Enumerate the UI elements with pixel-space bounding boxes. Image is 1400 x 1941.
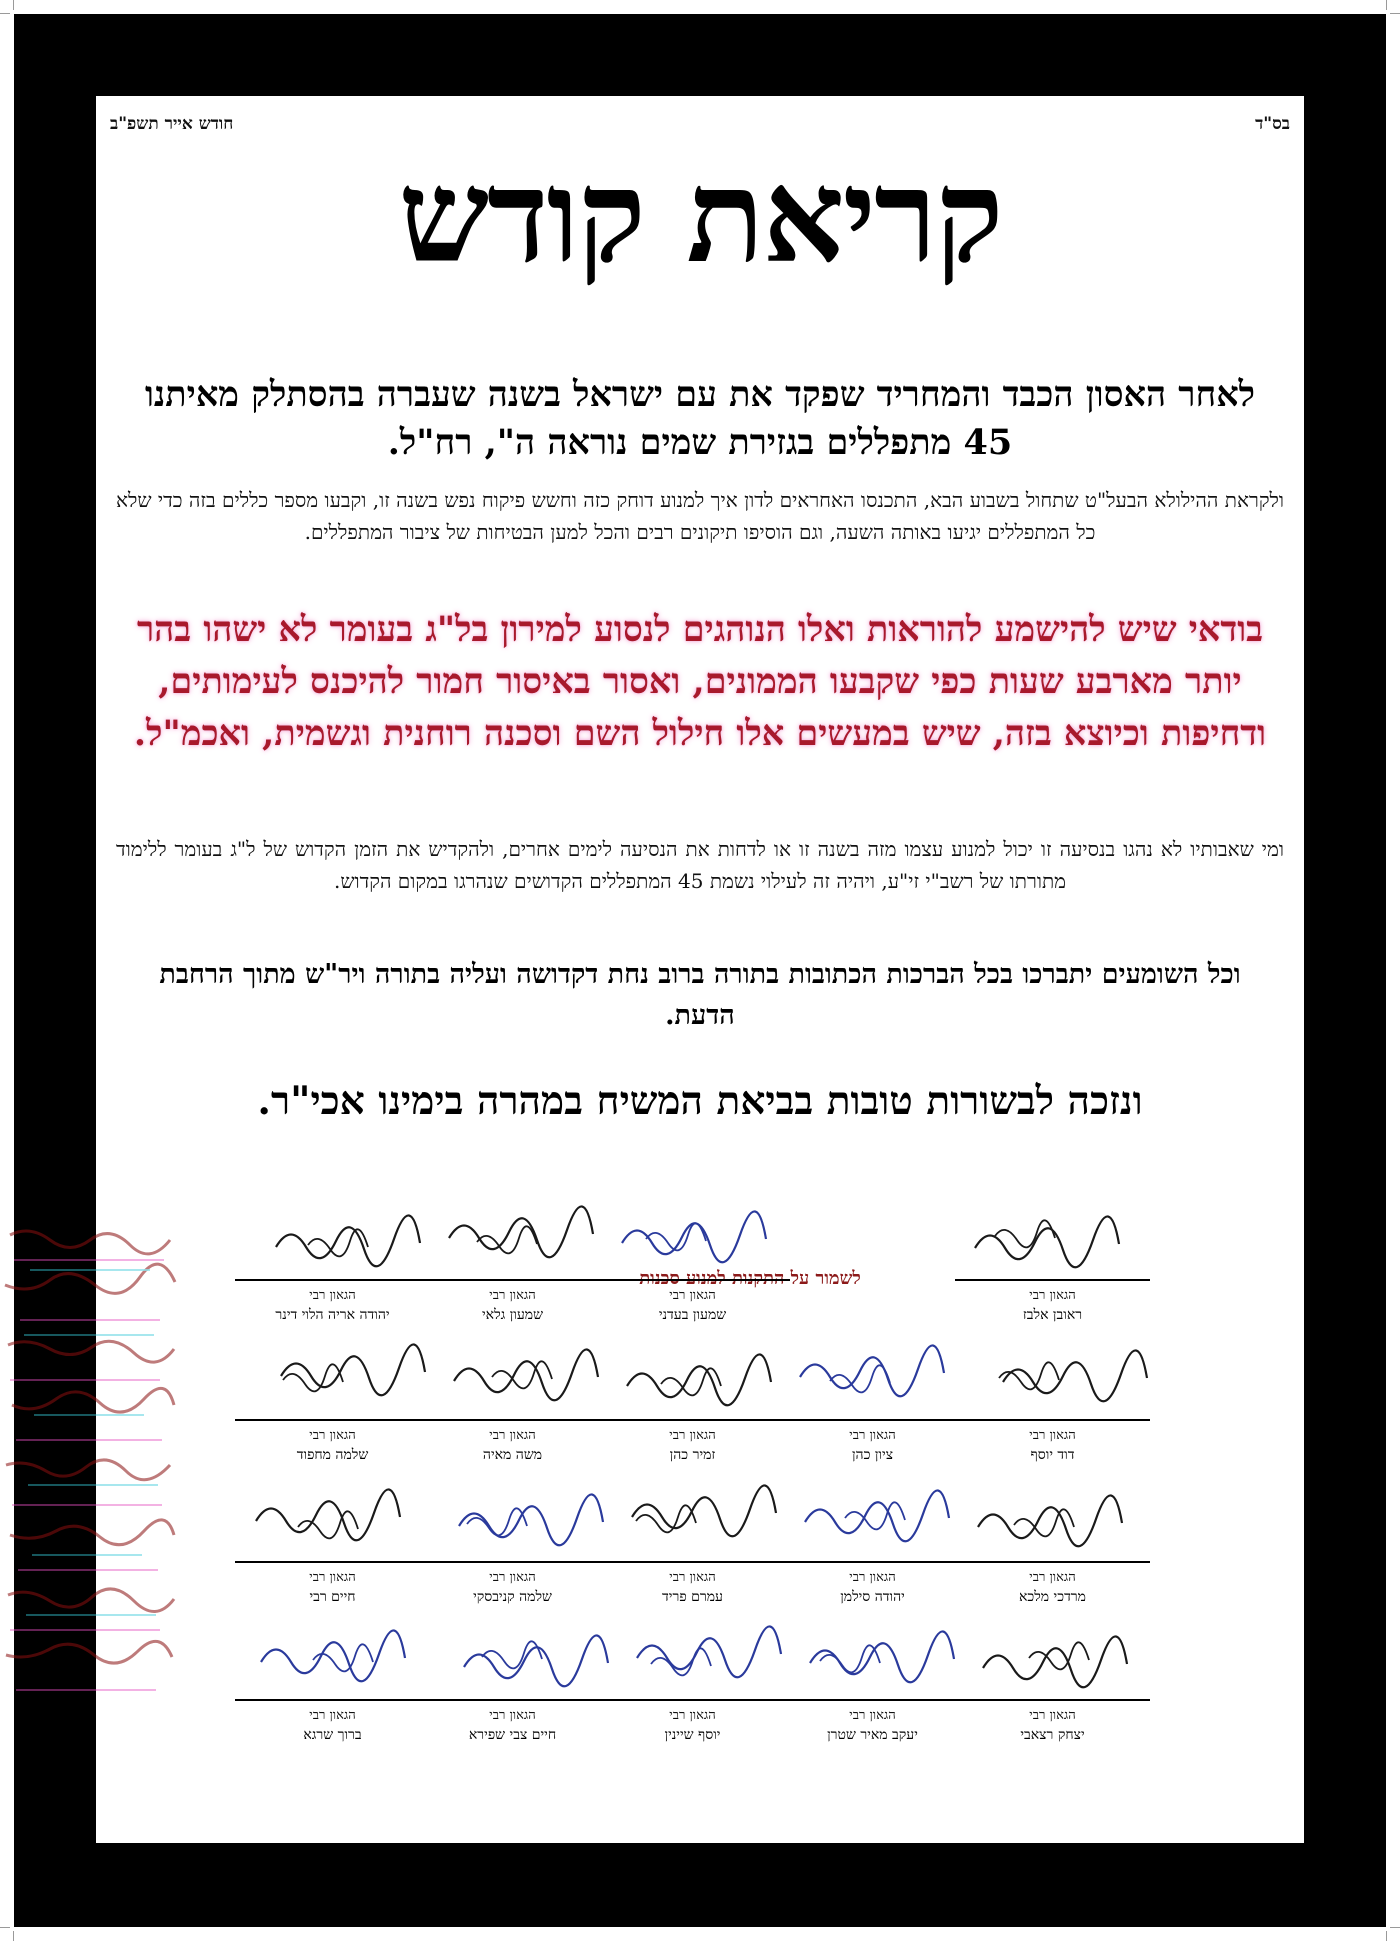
rabbi-title: הגאון רבי <box>489 1428 536 1443</box>
rabbi-name: יעקב מאיר שטרן <box>827 1727 918 1743</box>
rabbi-name: חיים צבי שפירא <box>468 1727 557 1743</box>
handwritten-signature <box>415 1340 610 1416</box>
rabbi-name: יצחק רצאבי <box>1020 1727 1085 1743</box>
crop-mark <box>1386 0 1387 10</box>
signature-line <box>955 1419 1150 1421</box>
crop-mark <box>1390 1927 1400 1928</box>
signature-line <box>955 1699 1150 1701</box>
crop-mark <box>0 1927 10 1928</box>
handwritten-signature <box>595 1200 790 1276</box>
signature-line <box>775 1699 970 1701</box>
rabbi-name: ראובן אלבז <box>1022 1307 1083 1323</box>
signature-line <box>775 1561 970 1563</box>
rabbi-name: שמעון בעדני <box>658 1307 727 1323</box>
lead-paragraph: לאחר האסון הכבד והמחריד שפקד את עם ישראל בשנה שעברה בהסתלק מאיתנו 45 מתפללים בגזירת שמים נוראה ה", רח"ל. <box>144 374 1256 463</box>
signature-block <box>775 1482 970 1605</box>
signature-note: לשמור על התקנות למנוע סכנות <box>639 1268 861 1289</box>
rabbi-title: הגאון רבי <box>669 1288 716 1303</box>
rabbi-name: יהודה סילמן <box>840 1589 905 1605</box>
signature-block <box>235 1620 430 1743</box>
signature-block <box>775 1620 970 1743</box>
signature-line <box>415 1419 610 1421</box>
rabbi-title: הגאון רבי <box>489 1708 536 1723</box>
signature-line <box>235 1699 430 1701</box>
handwritten-signature <box>235 1482 430 1558</box>
handwritten-signature <box>415 1482 610 1558</box>
handwritten-signature <box>415 1200 610 1276</box>
rabbi-title: הגאון רבי <box>849 1570 896 1585</box>
body-paragraph-2: ומי שאבותיו לא נהגו בנסיעה זו יכול למנוע עצמו מזה בשנה זו או לדחות את הנסיעה לימים אחרים, ולהקדיש את הזמן הקדוש של ל"ג בעומר ללימוד מתורתו של רשב"י זי"ע, ויהיה זה לעילוי נשמת 45 המתפללים הקדושים שנהרגו במקום הקדוש. <box>116 837 1284 893</box>
signature-block <box>955 1340 1150 1463</box>
rabbi-title: הגאון רבי <box>1029 1428 1076 1443</box>
signature-block <box>955 1200 1150 1323</box>
rabbi-name: מרדכי מלכא <box>1019 1589 1086 1605</box>
bsd-header: בס"ד <box>1255 114 1290 134</box>
rabbi-name: דוד יוסף <box>1030 1447 1075 1463</box>
rabbi-name: חיים רבי <box>309 1589 356 1605</box>
closing-paragraph: ונזכה לבשורות טובות בביאת המשיח במהרה בימינו אכי"ר. <box>257 1078 1143 1124</box>
signature-block <box>595 1620 790 1743</box>
rabbi-title: הגאון רבי <box>1029 1708 1076 1723</box>
rabbi-title: הגאון רבי <box>309 1570 356 1585</box>
handwritten-signature <box>235 1200 430 1276</box>
handwritten-signature <box>955 1200 1150 1276</box>
rabbi-title: הגאון רבי <box>309 1288 356 1303</box>
signature-grid <box>60 1200 1150 1780</box>
signatures-footer: חתימות הרבנים לפי סדר הא'-ב' <box>573 1884 827 1908</box>
signature-block <box>595 1482 790 1605</box>
crop-mark <box>0 13 10 14</box>
crop-mark <box>13 1931 14 1941</box>
rabbi-title: הגאון רבי <box>669 1570 716 1585</box>
signature-line <box>595 1561 790 1563</box>
signature-line <box>235 1561 430 1563</box>
crop-mark <box>1386 1931 1387 1941</box>
handwritten-signature <box>775 1620 970 1696</box>
signature-block <box>235 1200 430 1323</box>
signature-block <box>955 1620 1150 1743</box>
signature-block <box>415 1200 610 1323</box>
handwritten-signature <box>775 1482 970 1558</box>
warning-paragraph: בודאי שיש להישמע להוראות ואלו הנוהגים לנסוע למירון בל"ג בעומר לא ישהו בהר יותר מארבע שעות כפי שקבעו הממונים, ואסור באיסור חמור להיכנס לעימותים, ודחיפות וכיוצא בזה, שיש במעשים אלו חילול השם וסכנה רוחנית וגשמית, ואכמ"ל. <box>133 609 1267 754</box>
handwritten-signature <box>955 1340 1150 1416</box>
rabbi-title: הגאון רבי <box>669 1428 716 1443</box>
rabbi-name: יוסף שיינין <box>664 1727 721 1743</box>
blessing-paragraph: וכל השומעים יתברכו בכל הברכות הכתובות בתורה ברוב נחת דקדושה ועליה בתורה ויר"ש מתוך הרחבת הדעת. <box>159 959 1241 1031</box>
rabbi-title: הגאון רבי <box>849 1428 896 1443</box>
rabbi-name: שלמה קניבסקי <box>473 1589 552 1605</box>
rabbi-name: משה מאיה <box>482 1447 543 1463</box>
page-title: קריאת קודש <box>398 142 1002 292</box>
signature-line <box>415 1699 610 1701</box>
date-header: חודש אייר תשפ"ב <box>110 114 234 134</box>
signature-block <box>595 1340 790 1463</box>
signature-block <box>775 1340 970 1463</box>
signature-line <box>775 1419 970 1421</box>
signature-block <box>415 1340 610 1463</box>
rabbi-title: הגאון רבי <box>849 1708 896 1723</box>
signature-block <box>235 1340 430 1463</box>
rabbi-title: הגאון רבי <box>1029 1570 1076 1585</box>
signature-block <box>595 1200 790 1323</box>
signature-block <box>415 1620 610 1743</box>
rabbi-title: הגאון רבי <box>489 1570 536 1585</box>
signature-block <box>235 1482 430 1605</box>
rabbi-title: הגאון רבי <box>489 1288 536 1303</box>
rabbi-title: הגאון רבי <box>1029 1288 1076 1303</box>
signature-line <box>595 1279 790 1281</box>
crop-mark <box>1390 13 1400 14</box>
handwritten-signature <box>595 1340 790 1416</box>
rabbi-title: הגאון רבי <box>309 1708 356 1723</box>
handwritten-signature <box>955 1482 1150 1558</box>
signature-line <box>955 1279 1150 1281</box>
signature-line <box>235 1419 430 1421</box>
rabbi-title: הגאון רבי <box>669 1708 716 1723</box>
handwritten-signature <box>235 1620 430 1696</box>
handwritten-signature <box>235 1340 430 1416</box>
rabbi-name: יהודה אריה הלוי דינר <box>275 1307 390 1323</box>
rabbi-title: הגאון רבי <box>309 1428 356 1443</box>
rabbi-name: זמיר כהן <box>669 1447 716 1463</box>
rabbi-name: עמרם פריד <box>662 1589 723 1605</box>
signature-line <box>415 1561 610 1563</box>
crop-mark <box>13 0 14 10</box>
rabbi-name: ברוך שרגא <box>303 1727 362 1743</box>
handwritten-signature <box>955 1620 1150 1696</box>
rabbi-name: שמעון גלאי <box>482 1307 543 1323</box>
handwritten-signature <box>595 1482 790 1558</box>
rabbi-name: שלמה מחפוד <box>296 1447 369 1463</box>
handwritten-signature <box>415 1620 610 1696</box>
body-paragraph-1: ולקראת ההילולא הבעל"ט שתחול בשבוע הבא, התכנסו האחראים לדון איך למנוע דוחק כזה וחשש פיקוח נפש בשנה זו, וקבעו מספר כללים בזה כדי שלא כל המתפללים יגיעו באותה השעה, וגם הוסיפו תיקונים רבים והכל למען הבטיחות של ציבור המתפללים. <box>116 488 1284 544</box>
signature-line <box>955 1561 1150 1563</box>
handwritten-signature <box>595 1620 790 1696</box>
handwritten-signature <box>775 1340 970 1416</box>
rabbi-name: ציון כהן <box>851 1447 894 1463</box>
signature-line <box>595 1699 790 1701</box>
signature-line <box>235 1279 430 1281</box>
signature-block <box>955 1482 1150 1605</box>
signature-line <box>415 1279 610 1281</box>
signature-line <box>595 1419 790 1421</box>
signature-block <box>415 1482 610 1605</box>
